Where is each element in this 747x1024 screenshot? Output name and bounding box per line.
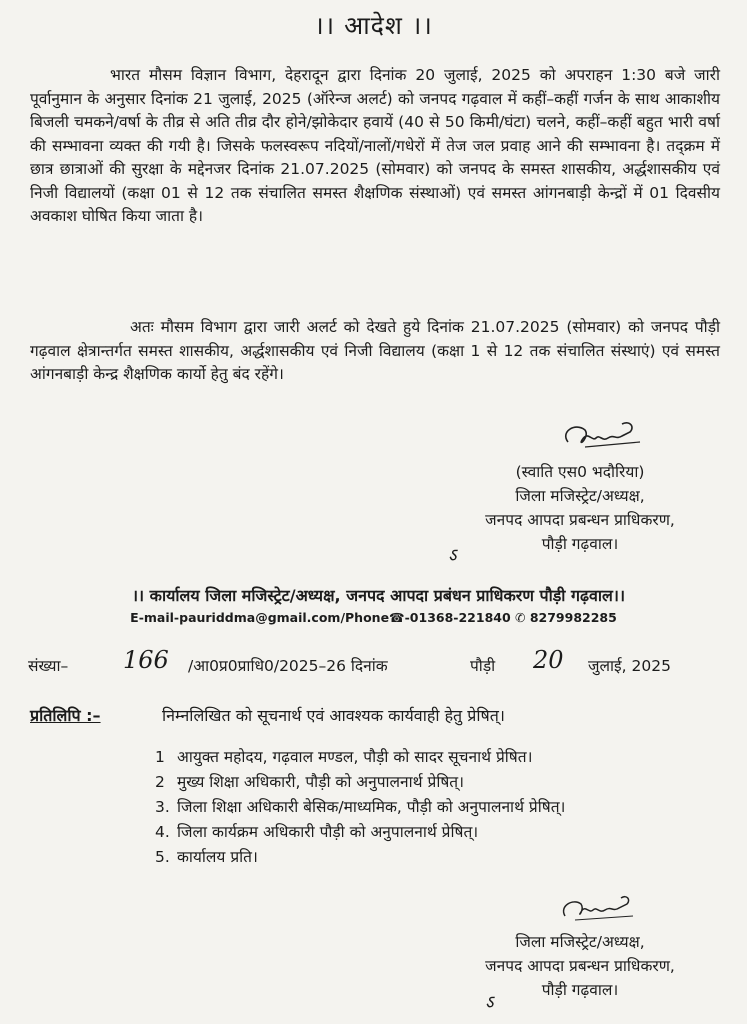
reference-row bbox=[28, 648, 728, 678]
signatory-block-1 bbox=[430, 460, 730, 556]
list-item bbox=[155, 795, 565, 820]
reference-month-year: जुलाई, 2025 bbox=[588, 657, 671, 675]
paragraph-closure: अतः मौसम विभाग द्वारा जारी अलर्ट को देखते हुये दिनांक 21.07.2025 (सोमवार) को जनपद पौड़ी गढ़वाल क्षेत्रान्तर्गत समस्त शासकीय, अर्द्धशासकीय एवं निजी विद्यालय (कक्षा 1 से 12 तक संचालित संस्थाएं) एवं समस्त आंगनबाड़ी केन्द्र शैक्षणिक कार्यो हेतु बंद रहेंगे। bbox=[30, 318, 720, 383]
reference-number: 166 bbox=[123, 646, 169, 674]
list-item-number: 2 bbox=[155, 773, 165, 791]
list-item-text: जिला शिक्षा अधिकारी बेसिक/माध्यमिक, पौड़ी को अनुपालनार्थ प्रेषित्। bbox=[177, 798, 566, 816]
list-item-number: 5. bbox=[155, 848, 170, 866]
list-item bbox=[155, 845, 565, 870]
initial-mark-1: ऽ bbox=[448, 545, 457, 566]
reference-label: संख्या– bbox=[28, 657, 69, 675]
list-item-number: 4. bbox=[155, 823, 170, 841]
copy-text: निम्नलिखित को सूचनार्थ एवं आवश्यक कार्यवाही हेतु प्रेषित्। bbox=[162, 706, 505, 725]
signatory-block-2 bbox=[430, 930, 730, 1002]
list-item-number: 1 bbox=[155, 748, 165, 766]
list-item-number: 3. bbox=[155, 798, 170, 816]
list-item bbox=[155, 820, 565, 845]
signatory-place: पौड़ी गढ़वाल। bbox=[541, 981, 619, 999]
signature-2 bbox=[545, 890, 645, 930]
signatory-authority: जनपद आपदा प्रबन्धन प्राधिकरण, bbox=[485, 957, 675, 975]
signature-1 bbox=[530, 412, 660, 462]
order-title: ।। आदेश ।। bbox=[314, 11, 433, 40]
signatory-name: (स्वाति एस0 भदौरिया) bbox=[515, 463, 645, 481]
copy-label: प्रतिलिपि :– bbox=[30, 706, 101, 725]
signatory-place: पौड़ी गढ़वाल। bbox=[541, 535, 619, 553]
office-header: ।। कार्यालय जिला मजिस्ट्रेट/अध्यक्ष, जनपद आपदा प्रबंधन प्राधिकरण पौड़ी गढ़वाल।। bbox=[131, 586, 626, 605]
contact-line: E-mail-pauriddma@gmail.com/Phone☎-01368-221840 ✆ 8279982285 bbox=[130, 610, 617, 625]
reference-place: पौड़ी bbox=[470, 657, 496, 675]
paragraph-forecast: भारत मौसम विज्ञान विभाग, देहरादून द्वारा दिनांक 20 जुलाई, 2025 को अपराहन 1:30 बजे जारी पूर्वानुमान के अनुसार दिनांक 21 जुलाई, 2025 (ऑरेन्ज अलर्ट) को जनपद गढ़वाल में कहीं–कहीं गर्जन के साथ आकाशीय बिजली चमकने/वर्षा के तीव्र से अति तीव्र दौर होने/झोकेदार हवायें (40 से 50 किमी/घंटा) चलने, कहीं–कहीं बहुत भारी वर्षा की सम्भावना व्यक्त की गयी है। जिसके फलस्वरूप नदियों/नालों/गधेरों में तेज जल प्रवाह आने की सम्भावना है। तद्क्रम में छात्र छात्राओं की सुरक्षा के मद्देनजर दिनांक 21.07.2025 (सोमवार) को जनपद के समस्त शासकीय, अर्द्धशासकीय एवं निजी विद्यालयों (कक्षा 01 से 12 तक संचालित समस्त शैक्षणिक संस्थाओं) एवं समस्त आंगनबाड़ी केन्द्रों में 01 दिवसीय अवकाश घोषित किया जाता है। bbox=[30, 66, 720, 225]
copy-list bbox=[155, 745, 565, 870]
signatory-authority: जनपद आपदा प्रबन्धन प्राधिकरण, bbox=[485, 511, 675, 529]
initial-mark-2: ऽ bbox=[485, 992, 494, 1013]
signatory-designation: जिला मजिस्ट्रेट/अध्यक्ष, bbox=[515, 487, 645, 505]
list-item bbox=[155, 745, 565, 770]
list-item-text: कार्यालय प्रति। bbox=[177, 848, 258, 866]
reference-day: 20 bbox=[533, 646, 564, 674]
list-item-text: मुख्य शिक्षा अधिकारी, पौड़ी को अनुपालनार्थ प्रेषित्। bbox=[177, 773, 465, 791]
signatory-designation: जिला मजिस्ट्रेट/अध्यक्ष, bbox=[515, 933, 645, 951]
list-item-text: जिला कार्यक्रम अधिकारी पौड़ी को अनुपालनार्थ प्रेषित्। bbox=[177, 823, 479, 841]
list-item bbox=[155, 770, 565, 795]
list-item-text: आयुक्त महोदय, गढ़वाल मण्डल, पौड़ी को सादर सूचनार्थ प्रेषित। bbox=[177, 748, 533, 766]
reference-code: /आ0प्र0प्राधि0/2025–26 दिनांक bbox=[188, 657, 388, 675]
